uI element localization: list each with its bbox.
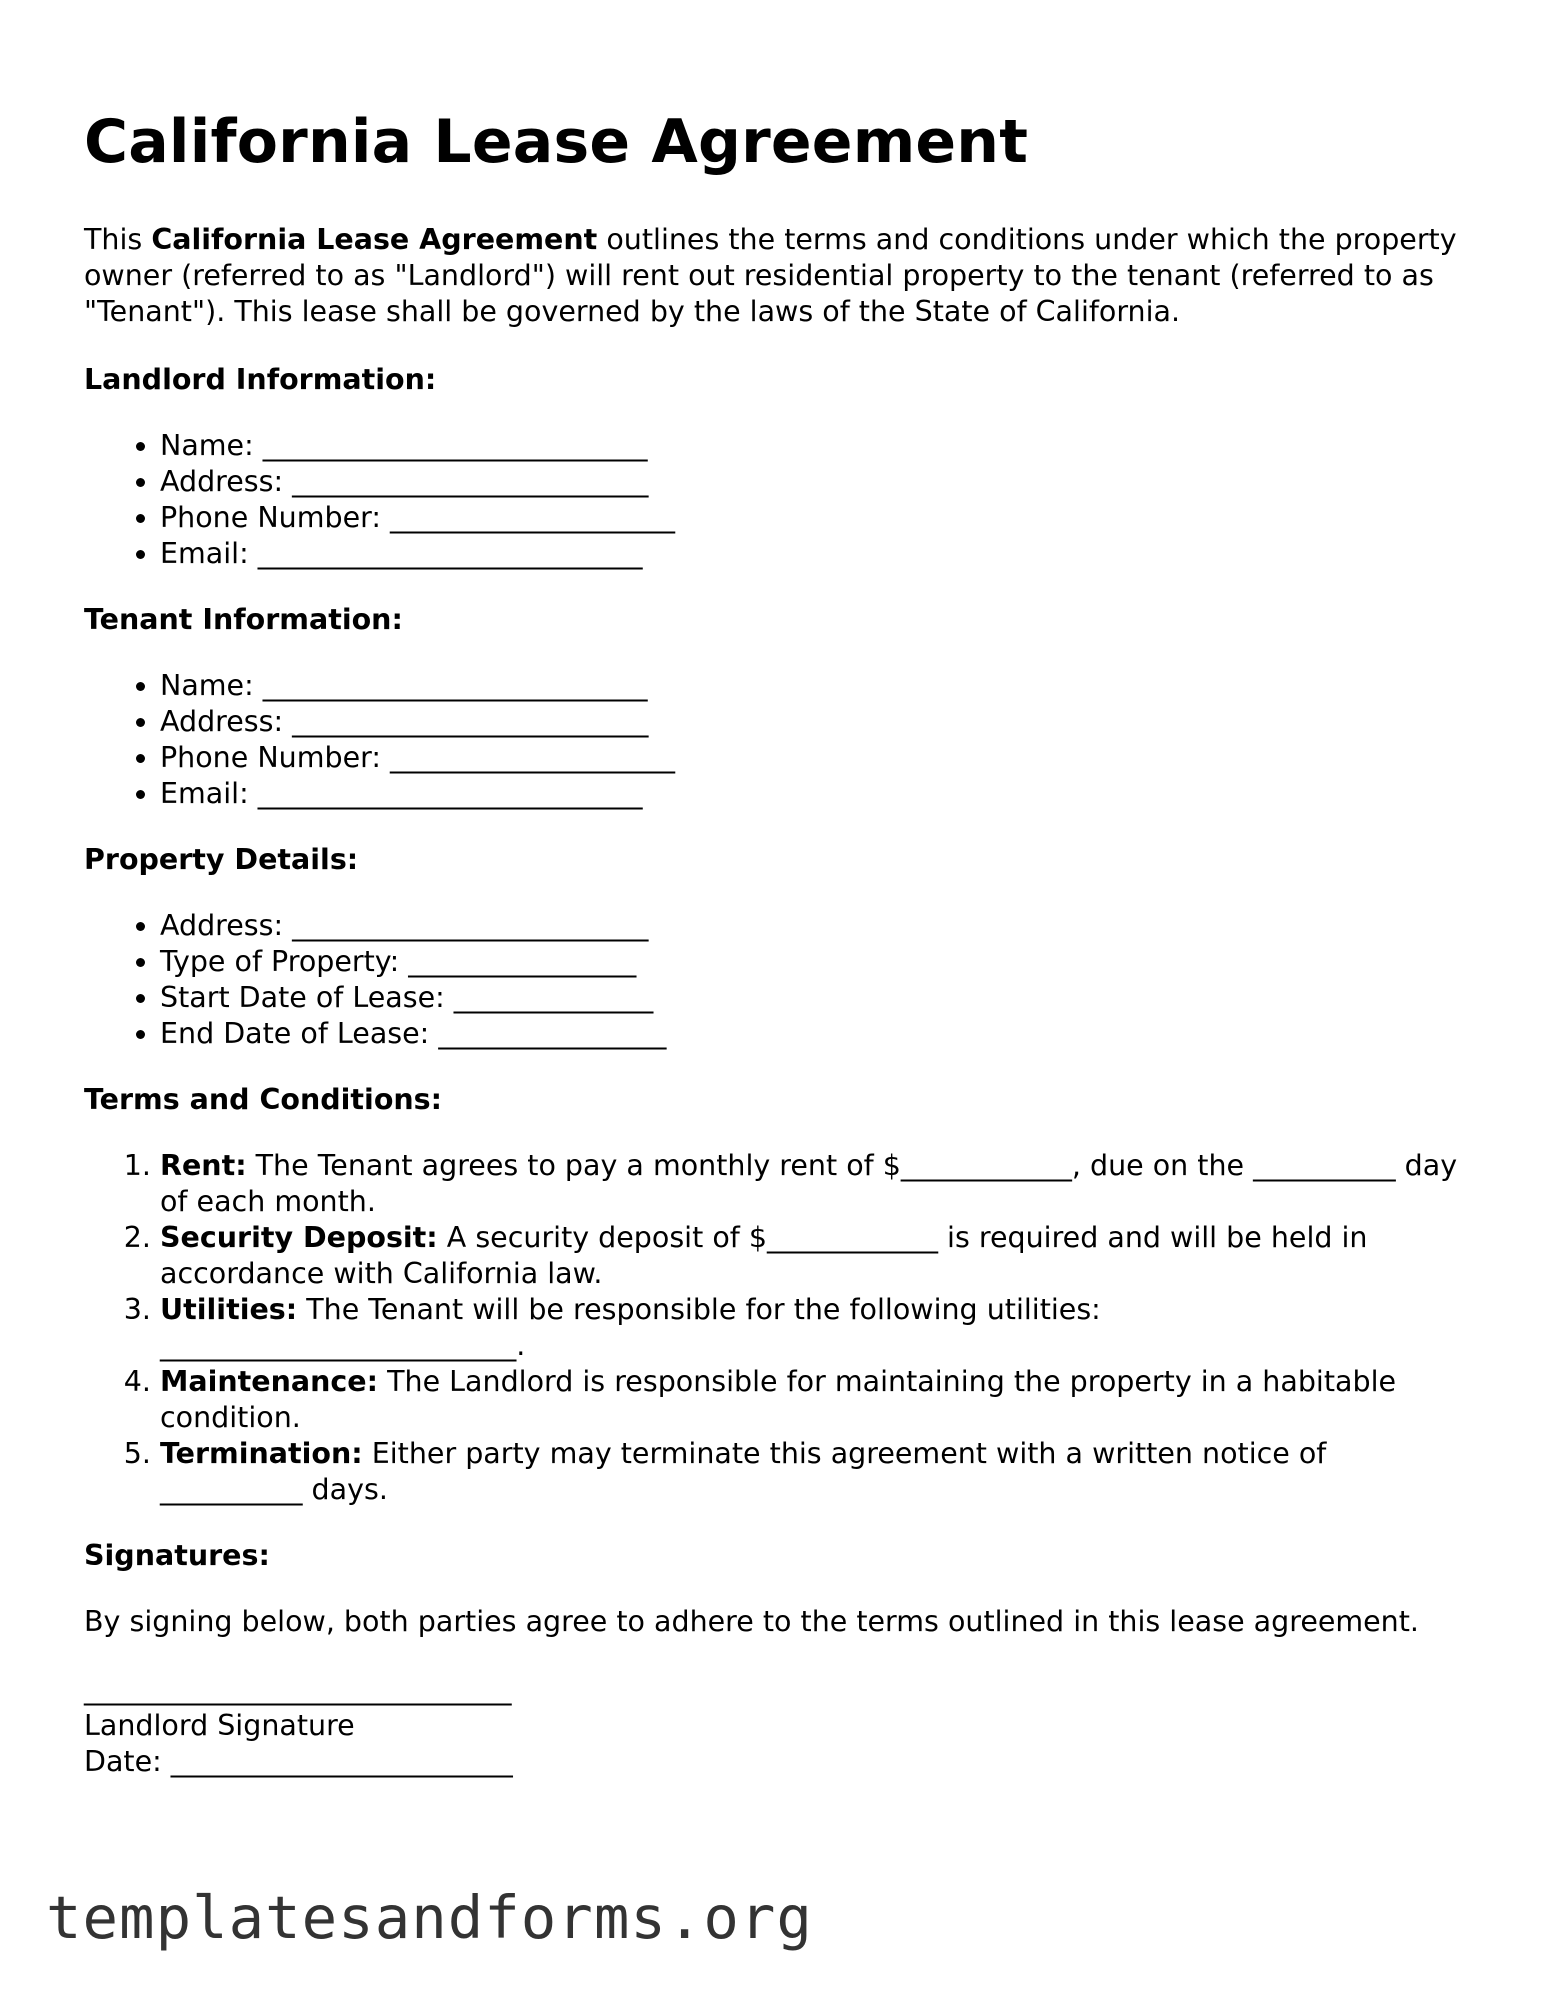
landlord-address-field[interactable]: • Address: _________________________	[160, 464, 1464, 500]
intro-suffix: outlines the terms and conditions under which the property owner (referred to as "Landlord") will rent out residential property to the tenant (referred to as "Tenant"). This lease shall be governed by the laws of the State of California.	[84, 223, 1457, 328]
property-address-field[interactable]: • Address: _________________________	[160, 908, 1464, 944]
intro-bold-title: California Lease Agreement	[151, 223, 598, 256]
landlord-phone-field[interactable]: • Phone Number: ____________________	[160, 500, 1464, 536]
landlord-heading: Landlord Information:	[84, 363, 437, 396]
term-rent-label: Rent:	[160, 1149, 247, 1182]
term-rent-text: The Tenant agrees to pay a monthly rent of $____________, due on the __________ day of each month.	[160, 1149, 1458, 1218]
term-termination-label: Termination:	[160, 1437, 363, 1470]
landlord-list	[84, 428, 1464, 572]
term-termination-text: Either party may terminate this agreement with a written notice of __________ days.	[160, 1437, 1327, 1506]
property-list	[84, 908, 1464, 1052]
tenant-email-field[interactable]: • Email: ___________________________	[160, 776, 1464, 812]
intro-prefix: This	[84, 223, 152, 256]
tenant-name-field[interactable]: • Name: ___________________________	[160, 668, 1464, 704]
terms-list	[84, 1148, 1464, 1508]
term-utilities[interactable]	[160, 1292, 1464, 1364]
intro-paragraph	[84, 222, 1464, 330]
term-security-deposit[interactable]	[160, 1220, 1464, 1292]
signature-agreement-text: By signing below, both parties agree to adhere to the terms outlined in this lease agreement.	[84, 1605, 1419, 1638]
landlord-email-field[interactable]: • Email: ___________________________	[160, 536, 1464, 572]
tenant-phone-field[interactable]: • Phone Number: ____________________	[160, 740, 1464, 776]
watermark: templatesandforms.org	[46, 1883, 813, 1952]
term-rent[interactable]	[160, 1148, 1464, 1220]
term-security-deposit-text: A security deposit of $____________ is required and will be held in accordance with California law.	[160, 1221, 1368, 1290]
document-title: California Lease Agreement	[84, 107, 1029, 177]
term-maintenance	[160, 1364, 1464, 1436]
property-type-field[interactable]: • Type of Property: ________________	[160, 944, 1464, 980]
document-page	[84, 100, 1464, 1780]
term-termination[interactable]	[160, 1436, 1464, 1508]
term-maintenance-label: Maintenance:	[160, 1365, 379, 1398]
terms-heading: Terms and Conditions:	[84, 1083, 443, 1116]
term-security-deposit-label: Security Deposit:	[160, 1221, 438, 1254]
term-utilities-text: The Tenant will be responsible for the following utilities: _________________________.	[160, 1293, 1101, 1362]
tenant-address-field[interactable]: • Address: _________________________	[160, 704, 1464, 740]
term-maintenance-text: The Landlord is responsible for maintaining the property in a habitable condition.	[160, 1365, 1397, 1434]
landlord-name-field[interactable]: • Name: ___________________________	[160, 428, 1464, 464]
property-heading: Property Details:	[84, 843, 359, 876]
signatures-heading: Signatures:	[84, 1539, 270, 1572]
landlord-signature-line[interactable]: ______________________________	[84, 1673, 512, 1706]
tenant-heading: Tenant Information:	[84, 603, 403, 636]
landlord-signature-block	[84, 1672, 1464, 1780]
lease-start-date-field[interactable]: • Start Date of Lease: ______________	[160, 980, 1464, 1016]
landlord-signature-label: Landlord Signature	[84, 1709, 355, 1742]
term-utilities-label: Utilities:	[160, 1293, 298, 1326]
landlord-signature-date-field[interactable]: Date: ________________________	[84, 1745, 513, 1778]
tenant-list	[84, 668, 1464, 812]
lease-end-date-field[interactable]: • End Date of Lease: ________________	[160, 1016, 1464, 1052]
